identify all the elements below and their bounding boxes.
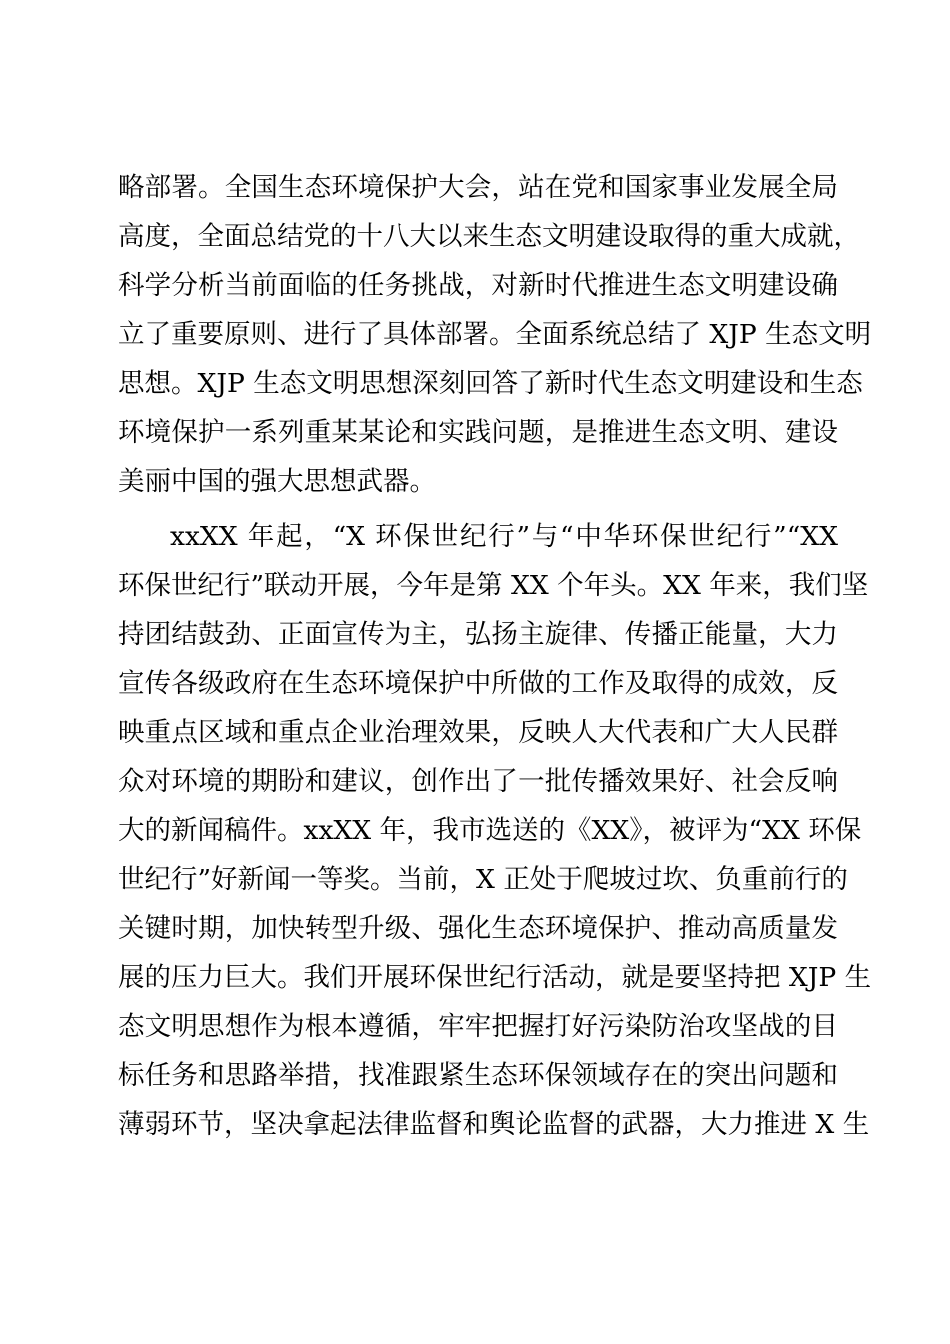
- text-line: 环境保护一系列重某某论和实践问题，是推进生态文明、建设: [118, 417, 838, 448]
- paragraph-end-line: 美丽中国的强大思想武器。: [118, 466, 436, 497]
- text-line: 映重点区域和重点企业治理效果，反映人大代表和广大人民群: [118, 717, 838, 748]
- text-line: 环保世纪行”联动开展，今年是第 XX 个年头。XX 年来，我们坚: [118, 570, 869, 601]
- text-line: 世纪行”好新闻一等奖。当前，X 正处于爬坡过坎、负重前行的: [118, 864, 848, 895]
- text-line: 高度，全面总结党的十八大以来生态文明建设取得的重大成就，: [118, 221, 860, 252]
- text-line: 大的新闻稿件。xxXX 年，我市选送的《XX》，被评为“XX 环保: [118, 815, 862, 846]
- text-line: 略部署。全国生态环境保护大会，站在党和国家事业发展全局: [118, 172, 838, 203]
- text-line: 薄弱环节，坚决拿起法律监督和舆论监督的武器，大力推进 X 生: [118, 1109, 870, 1140]
- text-line: 立了重要原则、进行了具体部署。全面系统总结了 XJP 生态文明: [118, 319, 872, 350]
- text-line: 科学分析当前面临的任务挑战，对新时代推进生态文明建设确: [118, 270, 838, 301]
- text-line: 持团结鼓劲、正面宣传为主，弘扬主旋律、传播正能量，大力: [118, 619, 838, 650]
- paragraph-first-line: xxXX 年起，“X 环保世纪行”与“中华环保世纪行”“XX: [170, 521, 838, 552]
- text-line: 标任务和思路举措，找准跟紧生态环保领域存在的突出问题和: [118, 1060, 838, 1091]
- text-line: 宣传各级政府在生态环境保护中所做的工作及取得的成效，反: [118, 668, 838, 699]
- text-line: 众对环境的期盼和建议，创作出了一批传播效果好、社会反响: [118, 766, 838, 797]
- text-line: 思想。XJP 生态文明思想深刻回答了新时代生态文明建设和生态: [118, 368, 863, 399]
- text-line: 关键时期，加快转型升级、强化生态环境保护、推动高质量发: [118, 913, 838, 944]
- text-line: 展的压力巨大。我们开展环保世纪行活动，就是要坚持把 XJP 生: [118, 962, 872, 993]
- text-line: 态文明思想作为根本遵循，牢牢把握打好污染防治攻坚战的目: [118, 1011, 838, 1042]
